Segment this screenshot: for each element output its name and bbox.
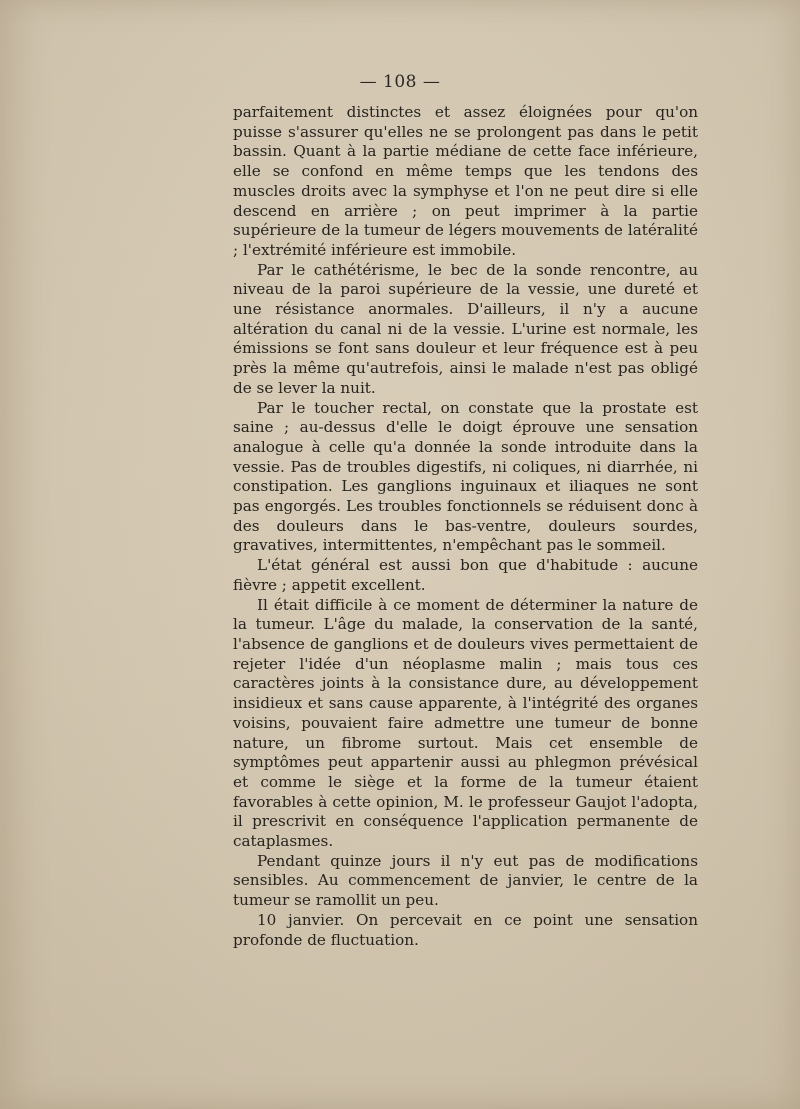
paragraph-fifteen-days: Pendant quinze jours il n'y eut pas de modifications sensibles. Au commencement de janvier, le centre de la tumeur se ramollit un peu.	[233, 851, 698, 910]
paragraph-continuation: parfaitement distinctes et assez éloignées pour qu'on puisse s'assurer qu'elles ne se prolongent pas dans le petit bassin. Quant à la partie médiane de cette face inférieure, elle se confond en même temps que les tendons des muscles droits avec la symphyse et l'on ne peut dire si elle descend en arrière ; on peut imprimer à la partie supérieure de la tumeur de légers mouvements de latéralité ; l'extrémité inférieure est immobile.	[233, 103, 698, 259]
page-number: — 108 —	[359, 72, 441, 92]
paragraph-rectal-exam: Par le toucher rectal, on constate que la prostate est saine ; au-dessus d'elle le doigt éprouve une sensation analogue à celle qu'a donnée la sonde introduite dans la vessie. Pas de troubles digestifs, ni coliques, ni diarrhée, ni constipation. Les ganglions inguinaux et iliaques ne sont pas engorgés. Les troubles fonctionnels se réduisent donc à des douleurs dans le bas-ventre, douleurs sourdes, gravatives, intermittentes, n'empêchant pas le sommeil.	[233, 398, 698, 555]
paragraph-catheterism: Par le cathétérisme, le bec de la sonde rencontre, au niveau de la paroi supérieure de la vessie, une dureté et une résistance anormales. D'ailleurs, il n'y a aucune altération du canal ni de la vessie. L'urine est normale, les émissions se font sans douleur et leur fréquence est à peu près la même qu'autrefois, ainsi le malade n'est pas obligé de se lever la nuit.	[233, 260, 698, 397]
paragraph-january-10: 10 janvier. On percevait en ce point une sensation profonde de fluctuation.	[233, 910, 698, 949]
paragraph-diagnosis: Il était difficile à ce moment de déterminer la nature de la tumeur. L'âge du malade, la conservation de la santé, l'absence de ganglions et de douleurs vives permettaient de rejeter l'idée d'un néoplasme malin ; mais tous ces caractères joints à la consistance dure, au développement insidieux et sans cause apparente, à l'intégrité des organes voisins, pouvaient faire admettre une tumeur de bonne nature, un fibrome surtout. Mais cet ensemble de symptômes peut appartenir aussi au phlegmon prévésical et comme le siège et la forme de la tumeur étaient favorables à cette opinion, M. le professeur Gaujot l'adopta, il prescrivit en conséquence l'application permanente de cataplasmes.	[233, 595, 698, 851]
paragraph-general-state: L'état général est aussi bon que d'habitude : aucune fièvre ; appetit excellent.	[233, 556, 698, 594]
body-text	[233, 103, 698, 950]
